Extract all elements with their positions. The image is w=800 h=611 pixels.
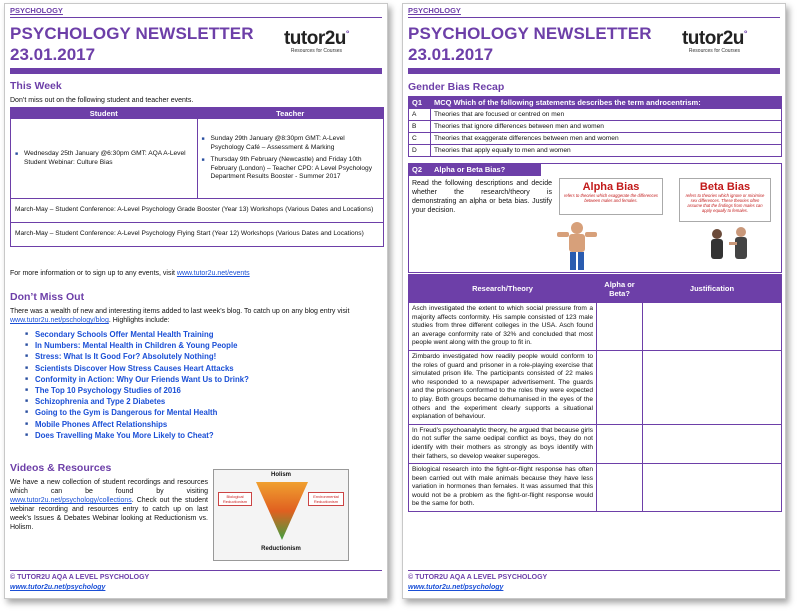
newsletter-page-left [4, 3, 388, 599]
events-table [10, 107, 384, 247]
answer-cell[interactable] [597, 350, 643, 424]
footer-copyright: © TUTOR2U AQA A LEVEL PSYCHOLOGY [408, 574, 548, 581]
section-label[interactable]: PSYCHOLOGY [10, 6, 63, 15]
option-letter: B [409, 121, 431, 133]
option-text: Theories that ignore differences between men and women [431, 121, 782, 133]
logo-mark-icon: ° [345, 28, 349, 39]
dont-miss-heading: Don’t Miss Out [10, 291, 85, 303]
q1-question: MCQ Which of the following statements describes the term androcentrism: [431, 97, 782, 109]
events-link[interactable]: www.tutor2u.net/events [176, 270, 250, 277]
conference-row: March-May – Student Conference: A-Level Psychology Flying Start (Year 12) Workshops (Various Dates and Locations) [11, 223, 384, 247]
teacher-column-header: Teacher [197, 108, 384, 119]
highlights-list [25, 329, 249, 441]
list-item[interactable]: ■ In Numbers: Mental Health in Children & Young People [25, 340, 249, 351]
title-bar [408, 68, 780, 74]
strong-man-icon [557, 222, 597, 270]
tutor2u-logo [284, 28, 349, 54]
mcq-table [408, 96, 782, 157]
blog-link[interactable]: www.tutor2u.net/pschology/blog [10, 317, 109, 324]
videos-text-a: We have a new collection of student recordings and resources which can be found by visiting [10, 479, 208, 495]
q1-number: Q1 [409, 97, 431, 109]
beta-bias-title: Beta Bias [699, 181, 751, 193]
list-item[interactable]: ■ Mobile Phones Affect Relationships [25, 419, 249, 430]
answer-cell[interactable] [597, 464, 643, 512]
alpha-beta-column-header: Alpha or Beta? [597, 275, 643, 303]
page-date: 23.01.2017 [408, 45, 494, 64]
option-text: Theories that apply equally to men and women [431, 145, 782, 157]
header-divider [10, 17, 382, 18]
newsletter-page-right [402, 3, 786, 599]
logo-tagline: Resources for Courses [688, 48, 741, 54]
logo-tagline: Resources for Courses [290, 48, 343, 54]
reductionism-label: Reductionism [261, 546, 301, 552]
page-title: PSYCHOLOGY NEWSLETTER [10, 24, 254, 43]
page-date: 23.01.2017 [10, 45, 96, 64]
justification-cell[interactable] [643, 424, 782, 463]
tutor2u-logo [682, 28, 747, 54]
logo-text: tutor2u [681, 28, 744, 49]
option-letter: C [409, 133, 431, 145]
logo-mark-icon: ° [743, 28, 747, 39]
list-item[interactable]: ■ Schizophrenia and Type 2 Diabetes [25, 396, 249, 407]
logo-text: tutor2u [283, 28, 346, 49]
q2-box [408, 163, 782, 273]
dont-miss-intro [10, 307, 382, 325]
alpha-bias-desc: refers to theories which exaggerate the differences between males and females. [563, 193, 659, 203]
page-title: PSYCHOLOGY NEWSLETTER [408, 24, 652, 43]
gender-bias-heading: Gender Bias Recap [408, 81, 505, 93]
title-bar [10, 68, 382, 74]
dont-miss-intro-tail: . Highlights include: [108, 317, 170, 324]
list-item[interactable]: ■ Does Travelling Make You More Likely to Cheat? [25, 430, 249, 441]
option-text: Theories that are focused or centred on men [431, 109, 782, 121]
people-icon [711, 227, 747, 259]
research-cell: Biological research into the fight-or-flight response has often been carried out with male animals because they have less variation in hormones than females. It was assumed that this would not be a problem as the fight-or-flight response would be the same for both. [409, 464, 597, 512]
student-event: ■ Wednesday 25th January @6:30pm GMT: AQA A-Level Student Webinar: Culture Bias [15, 150, 193, 167]
research-cell: In Freud’s psychoanalytic theory, he argued that because girls do not suffer the same oedipal conflict as boys, they do not identify with their mothers as strongly as boys identify with their fathers, so develop weaker superegos. [409, 424, 597, 463]
option-letter: D [409, 145, 431, 157]
mcq-option[interactable] [409, 145, 782, 157]
biological-box: Biological Reductionism [218, 492, 252, 506]
list-item[interactable]: ■ Going to the Gym is Dangerous for Mental Health [25, 407, 249, 418]
mcq-option[interactable] [409, 121, 782, 133]
table-row [409, 303, 782, 351]
list-item[interactable]: ■ Stress: What Is It Good For? Absolutely Nothing! [25, 351, 249, 362]
research-cell: Zimbardo investigated how readily people would conform to the roles of guard and prisoner in a role-playing exercise that simulated prison life. The participants consisted of 22 males who responded to a newspaper advertisement. The guards and the prisoners conformed to the roles they were expected to play. Both groups became dehumanised in the eyes of the others and the experiment clearly supports a situational explanation of behaviour. [409, 350, 597, 424]
alpha-bias-title: Alpha Bias [582, 181, 640, 193]
student-event-cell [11, 119, 198, 199]
teacher-event-cell [197, 119, 384, 199]
option-text: Theories that exaggerate differences between men and women [431, 133, 782, 145]
option-letter: A [409, 109, 431, 121]
research-table [408, 274, 782, 512]
teacher-event: ■ Thursday 9th February (Newcastle) and Friday 10th February (London) – Teacher CPD: A Level Psychology Department Results Booster - Summer 2017 [202, 156, 380, 182]
beta-bias-desc: refers to theories which ignore or minimise sex differences. These theories often assume that the findings from males can apply equally to females. [685, 193, 765, 213]
this-week-intro: Don’t miss out on the following student and teacher events. [10, 97, 194, 104]
list-item[interactable]: ■ Secondary Schools Offer Mental Health Training [25, 329, 249, 340]
q2-title: Alpha or Beta Bias? [434, 165, 506, 174]
dont-miss-intro-text: There was a wealth of new and interesting items added to last week’s blog. To catch up on any blog entry visit [10, 308, 350, 315]
teacher-event: ■ Sunday 29th January @8:30pm GMT: A-Level Psychology Café – Assessment & Marking [202, 135, 380, 152]
more-info-text: For more information or to sign up to any events, visit [10, 270, 175, 277]
videos-heading: Videos & Resources [10, 462, 112, 474]
page-header-band [5, 4, 387, 18]
justification-column-header: Justification [643, 275, 782, 303]
events-more-info [10, 269, 250, 278]
footer-copyright: © TUTOR2U AQA A LEVEL PSYCHOLOGY [10, 574, 150, 581]
collections-link[interactable]: www.tutor2u.net/psychology/collections [10, 497, 132, 504]
answer-cell[interactable] [597, 424, 643, 463]
footer-divider [10, 570, 382, 571]
q2-number: Q2 [412, 165, 423, 174]
videos-text [10, 478, 208, 532]
this-week-heading: This Week [10, 80, 62, 92]
page-header-band [403, 4, 785, 18]
mcq-option[interactable] [409, 109, 782, 121]
footer-link[interactable]: www.tutor2u.net/psychology [10, 584, 106, 591]
list-item[interactable]: ■ Scientists Discover How Stress Causes Heart Attacks [25, 363, 249, 374]
footer-divider [408, 570, 780, 571]
list-item[interactable]: ■ The Top 10 Psychology Studies of 2016 [25, 385, 249, 396]
videos-text-b: . Check out the student webinar recording and resources entry to catch up on last week’s Issues & Debates Webinar looking at Reductionism vs. Holism. [10, 497, 208, 531]
justification-cell[interactable] [643, 464, 782, 512]
mcq-option[interactable] [409, 133, 782, 145]
list-item[interactable]: ■ Conformity in Action: Why Our Friends Want Us to Drink? [25, 374, 249, 385]
holism-label: Holism [270, 472, 291, 478]
section-label[interactable]: PSYCHOLOGY [408, 6, 461, 15]
table-row [409, 464, 782, 512]
environmental-box: Environmental Reductionism [308, 492, 344, 506]
footer-link[interactable]: www.tutor2u.net/psychology [408, 584, 504, 591]
table-row [409, 350, 782, 424]
research-column-header: Research/Theory [409, 275, 597, 303]
bias-illustrations [409, 164, 783, 274]
research-cell: Asch investigated the extent to which social pressure from a majority affects conformity. His sample consisted of 123 male studies from three different colleges in the USA. Asch found an average conformity rate of 32% and concluded that most people went along with the group to fit in. [409, 303, 597, 351]
header-divider [408, 17, 780, 18]
holism-reductionism-image [213, 469, 349, 561]
justification-cell[interactable] [643, 303, 782, 351]
table-row [409, 424, 782, 463]
student-column-header: Student [11, 108, 198, 119]
q2-instructions: Read the following descriptions and decide whether the research/theory is demonstrating an alpha or beta bias. Justify your decision. [412, 180, 552, 214]
conference-row: March-May – Student Conference: A-Level Psychology Grade Booster (Year 13) Workshops (Various Dates and Locations) [11, 199, 384, 223]
answer-cell[interactable] [597, 303, 643, 351]
justification-cell[interactable] [643, 350, 782, 424]
